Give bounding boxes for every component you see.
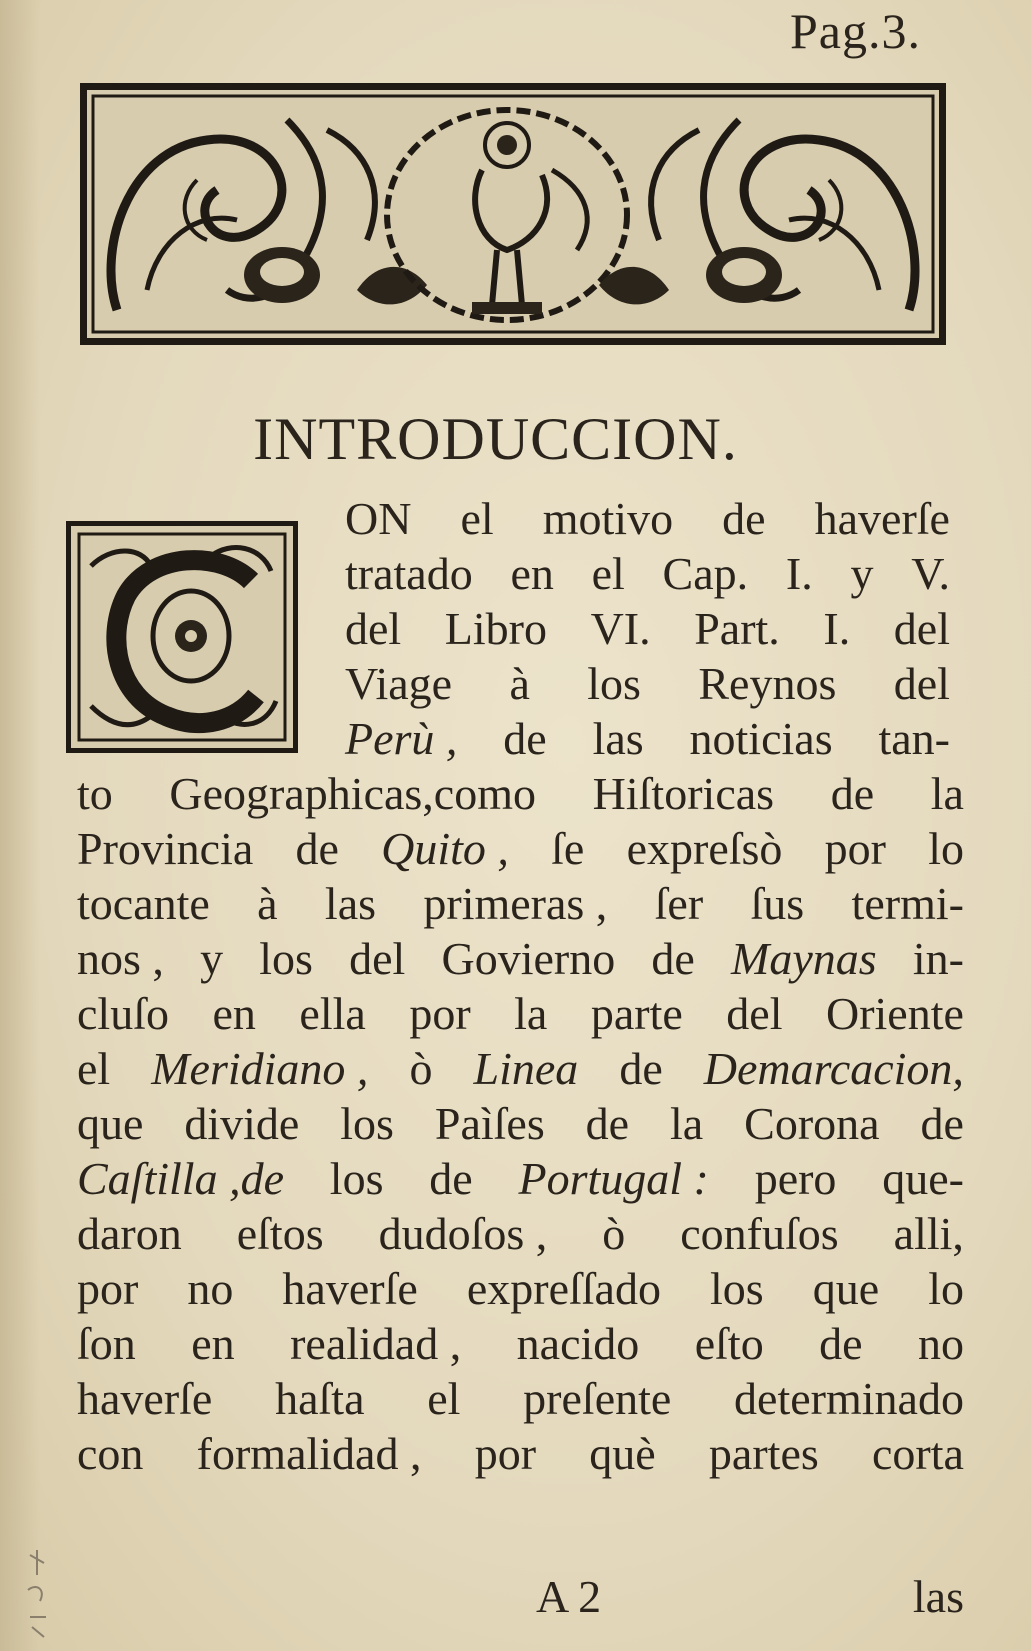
catchword: las	[912, 1571, 964, 1622]
word: ſus	[750, 878, 805, 929]
word: del	[726, 988, 783, 1039]
word: y	[200, 933, 224, 984]
word: haverſe	[814, 493, 950, 544]
word: daron	[77, 1208, 182, 1259]
word: determinado	[734, 1373, 964, 1424]
word: nos ,	[77, 933, 164, 984]
text-line	[77, 1043, 964, 1094]
text-line	[77, 1208, 964, 1259]
word: del	[349, 933, 406, 984]
word: cluſo	[77, 988, 169, 1039]
word: alli,	[893, 1208, 964, 1259]
text-line	[345, 548, 950, 599]
word: el	[591, 548, 625, 599]
word: Hiſtoricas	[592, 768, 775, 819]
word: de	[819, 1318, 863, 1369]
word: Quito ,	[381, 823, 509, 874]
text-line	[77, 1318, 964, 1369]
word: por	[77, 1263, 139, 1314]
word: el	[460, 493, 494, 544]
word: Oriente	[825, 988, 964, 1039]
word: expreſsò	[626, 823, 783, 874]
margin-pencil-marks	[22, 1545, 52, 1645]
text-line	[345, 713, 950, 764]
word: Libro	[444, 603, 547, 654]
word: por	[474, 1428, 537, 1479]
word: nacido	[516, 1318, 640, 1369]
word: V.	[911, 548, 950, 599]
headpiece-woodcut-image	[87, 90, 939, 338]
word: lo	[928, 1263, 964, 1314]
word: ſe	[551, 823, 585, 874]
word: Geographicas,como	[169, 768, 537, 819]
word: ò	[409, 1043, 433, 1094]
word: en	[510, 548, 554, 599]
word: Govierno	[441, 933, 616, 984]
word: Paìſes	[434, 1098, 545, 1149]
word: que	[77, 1098, 144, 1149]
word: de	[619, 1043, 663, 1094]
text-line	[77, 878, 964, 929]
word: de	[503, 713, 547, 764]
word: del	[345, 603, 402, 654]
word: haverſe	[282, 1263, 418, 1314]
word: en	[191, 1318, 235, 1369]
text-line	[345, 658, 950, 709]
word: I.	[823, 603, 851, 654]
text-line	[77, 823, 964, 874]
word: tan-	[878, 713, 950, 764]
word: de	[920, 1098, 964, 1149]
word: tocante	[77, 878, 210, 929]
word: dudoſos ,	[378, 1208, 548, 1259]
word: Meridiano ,	[151, 1043, 369, 1094]
text-line	[77, 1098, 964, 1149]
word: Part.	[694, 603, 780, 654]
word: no	[918, 1318, 964, 1369]
word: los	[340, 1098, 394, 1149]
word: Caſtilla ,de	[77, 1153, 284, 1204]
text-line	[77, 1153, 964, 1204]
word: de	[585, 1098, 630, 1149]
decorated-initial	[66, 521, 298, 753]
word: eſto	[694, 1318, 764, 1369]
word: las	[324, 878, 377, 929]
drop-cap-letter	[71, 748, 72, 749]
word: VI.	[590, 603, 651, 654]
word: termi-	[851, 878, 964, 929]
text-line	[77, 933, 964, 984]
text-line	[77, 1373, 964, 1424]
word: las	[592, 713, 644, 764]
word: formalidad ,	[196, 1428, 422, 1479]
word: tratado	[345, 548, 473, 599]
word: del	[893, 603, 950, 654]
word: con	[77, 1428, 144, 1479]
word: noticias	[689, 713, 833, 764]
word: Cap.	[662, 548, 749, 599]
word: de	[651, 933, 695, 984]
word: à	[509, 658, 530, 709]
signature-mark: A 2	[536, 1571, 602, 1622]
word: corta	[872, 1428, 964, 1479]
word: que	[812, 1263, 880, 1314]
text-line	[77, 1428, 964, 1479]
word: I.	[785, 548, 813, 599]
word: ò	[602, 1208, 626, 1259]
word: que-	[882, 1153, 964, 1204]
page-number: Pag.3.	[790, 3, 921, 59]
word: pero	[754, 1153, 837, 1204]
word: los	[587, 658, 641, 709]
drop-cap-c-image	[71, 526, 293, 748]
word: la	[930, 768, 964, 819]
word: por	[409, 988, 471, 1039]
word: lo	[928, 823, 964, 874]
word: motivo	[542, 493, 674, 544]
word: Viage	[345, 658, 453, 709]
text-line	[345, 493, 950, 544]
word: divide	[184, 1098, 300, 1149]
word: la	[670, 1098, 704, 1149]
word: no	[187, 1263, 234, 1314]
word: del	[893, 658, 950, 709]
word: el	[427, 1373, 461, 1424]
text-line	[77, 768, 964, 819]
ornamental-headpiece	[80, 83, 946, 345]
text-line	[77, 988, 964, 1039]
word: Reynos	[698, 658, 837, 709]
word: preſente	[523, 1373, 672, 1424]
text-line	[77, 1263, 964, 1314]
word: in-	[912, 933, 964, 984]
word: à	[257, 878, 278, 929]
word: eſtos	[236, 1208, 324, 1259]
word: ſon	[77, 1318, 136, 1369]
word: Linea	[473, 1043, 579, 1094]
word: los	[710, 1263, 764, 1314]
text-line	[345, 603, 950, 654]
word: parte	[590, 988, 683, 1039]
word: en	[212, 988, 256, 1039]
word: Demarcacion,	[703, 1043, 964, 1094]
word: los	[329, 1153, 384, 1204]
word: Provincia	[77, 823, 254, 874]
word: los	[259, 933, 313, 984]
word: de	[295, 823, 339, 874]
word: haſta	[275, 1373, 365, 1424]
word: Corona	[744, 1098, 880, 1149]
word: primeras ,	[423, 878, 608, 929]
word: ON	[345, 493, 412, 544]
word: de	[830, 768, 875, 819]
word: la	[514, 988, 548, 1039]
page-gutter-shadow	[0, 0, 40, 1651]
word: ſer	[654, 878, 704, 929]
word: por	[824, 823, 886, 874]
word: el	[77, 1043, 111, 1094]
word: confuſos	[680, 1208, 839, 1259]
word: ella	[299, 988, 366, 1039]
word: haverſe	[77, 1373, 213, 1424]
chapter-title: INTRODUCCION.	[253, 406, 738, 472]
word: to	[77, 768, 113, 819]
word: partes	[708, 1428, 819, 1479]
word: Maynas	[731, 933, 877, 984]
word: què	[589, 1428, 656, 1479]
word: de	[429, 1153, 473, 1204]
word: expreſſado	[466, 1263, 661, 1314]
word: de	[722, 493, 766, 544]
word: y	[850, 548, 874, 599]
word: Perù ,	[345, 713, 458, 764]
word: Portugal :	[518, 1153, 709, 1204]
word: realidad ,	[290, 1318, 462, 1369]
